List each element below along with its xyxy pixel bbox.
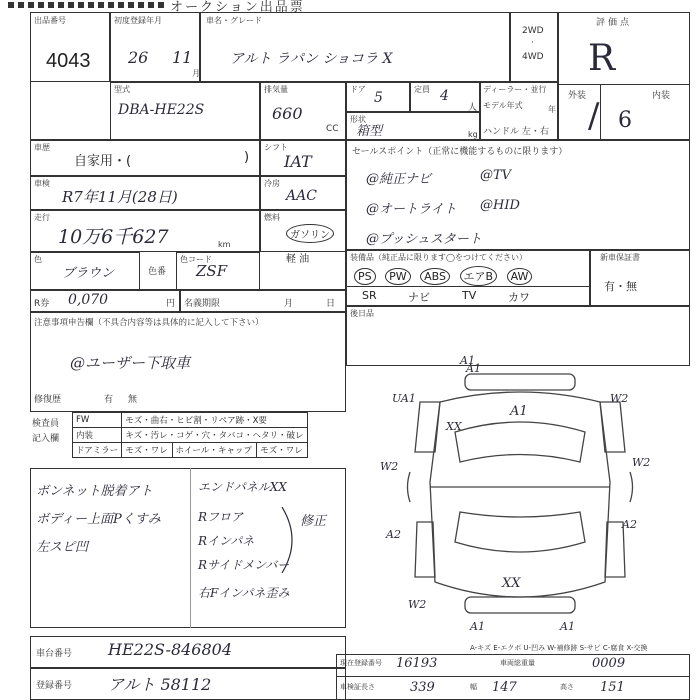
fuel-diesel: 軽 油 xyxy=(286,254,310,265)
usage-cell xyxy=(30,140,260,176)
equip-row-1: PS PW ABS エアB AW xyxy=(354,266,532,286)
damage-mark: XX xyxy=(446,420,462,433)
load-unit: kg xyxy=(468,130,478,139)
shift-label: シフト xyxy=(264,143,288,152)
month-unit: 月 xyxy=(192,69,200,78)
equip-leather: カワ xyxy=(508,291,530,304)
repair-bracket xyxy=(280,505,310,575)
exterior-label: 外装 xyxy=(568,91,587,101)
chassis-value: HE22S-846804 xyxy=(108,640,233,659)
header-title: オークション出品票 xyxy=(170,0,305,15)
repair-mark: 修正 xyxy=(300,514,327,529)
name-label: 車名・グレード xyxy=(206,16,262,25)
doors-label: ドア xyxy=(350,85,366,94)
shape-value: 箱型 xyxy=(356,124,383,139)
damage-mark: W2 xyxy=(632,456,651,469)
overall-grade: R xyxy=(588,38,616,79)
lot-number: 4043 xyxy=(46,50,91,72)
first-reg-label: 初度登録年月 xyxy=(114,16,162,25)
damage-mark: A1 xyxy=(510,404,528,419)
inspector-label: 検査員 xyxy=(32,419,60,429)
displacement-unit: CC xyxy=(326,124,339,134)
exterior-grade: / xyxy=(588,96,600,136)
auction-sheet: オークション出品票 出品番号 4043 初度登録年月 26 11 月 車名・グレード アルト ラパン ショコラ X 2WD · 4WD 評価点 R 外装 内装 / 6 型式 DBA-HE22S 排気量 660 CC ドア 5 定員 4 人 形状 箱型 kg ディーラー・並行 モデル年式 年 ハンドル 左・右 車歴 自家用・( ) シフト IAT 車検 R7年11月(28日) 冷房 AAC 走行 10万6千627 km 燃料 ガソリン 軽 油 色 ブラウン 色番 色コード ZSF セールスポイント（正常に機能するものに限ります） @純正ナビ @TV @オートライト @HID @プッシュスタート 装備品（純正品に限ります◯をつけてください） PS PW ABS エアB AW SR ナビ TV カワ 新車保証書 有・無 R券 0,070 円 名義期限 月 日 後日品 注意事項申告欄（不具合内容等は具体的に記入して下さい） @ユーザー下取車 修復歴 有 無 検査員 記入欄 FW モズ・曲右・ヒビ割・リペア跡・X要 内装 キズ・汚レ・コゲ・穴・タバコ・ヘタリ・破レ ドアミラー モズ・ワレ ホイール・キャップ モズ・ワレ ボンネット脱着アト ボディー上面Pくすみ 左スピ凹 エンドパネルXX Rフロア Rインパネ Rサイドメンバー 右Fインパネ歪み 修正 A1 A1 UA1 W2 XX A1 W2 W2 A2 A2 XX W2 A1 A1 A-キズ E-エクボ U-凹み W-補修跡 S-サビ C-腐食 X-交換 車台番号 HE22S-846804 登録番号 アルト 58112 現在登録番号 16193 車両総重量 0009 車検証長さ 339 幅 147 高さ 151 xyxy=(0,0,700,700)
model-code: DBA-HE22S xyxy=(118,102,205,118)
length-value: 339 xyxy=(410,680,435,695)
mileage-value: 10万6千627 xyxy=(58,226,169,248)
comment-right-5: 右Fインパネ歪み xyxy=(198,586,290,600)
drive-4wd: 4WD xyxy=(522,52,544,62)
comment-right-2: Rフロア xyxy=(198,510,244,524)
usage-value: 自家用・( xyxy=(74,154,132,169)
damage-mark: A1 xyxy=(470,620,485,633)
capacity-value: 4 xyxy=(440,88,449,104)
comment-right-3: Rインパネ xyxy=(198,534,255,548)
chassis-label: 車台番号 xyxy=(36,649,73,659)
drive-cell xyxy=(510,12,558,82)
usage-label: 車歴 xyxy=(34,143,50,152)
notes-value: @ユーザー下取車 xyxy=(70,354,191,372)
equip-tv: TV xyxy=(462,289,477,302)
damage-mark: W2 xyxy=(380,460,399,473)
inspector-label-2: 記入欄 xyxy=(32,434,60,444)
color-num-label: 色番 xyxy=(148,267,167,277)
damage-mark: A1 xyxy=(460,354,475,367)
comment-right-4: Rサイドメンバー xyxy=(198,558,290,572)
displacement-label: 排気量 xyxy=(264,85,288,94)
recycle-label: R券 xyxy=(34,299,50,309)
model-year-label: モデル年式 xyxy=(483,101,523,110)
lot-label: 出品番号 xyxy=(34,16,66,25)
dealer-label: ディーラー・並行 xyxy=(483,85,547,94)
length-label: 車検証長さ xyxy=(340,683,375,691)
width-label: 幅 xyxy=(470,683,477,691)
manual-value: 有・無 xyxy=(604,280,637,293)
model-year-unit: 年 xyxy=(548,105,556,114)
color-code-label: 色コード xyxy=(180,255,212,264)
registration-label: 登録番号 xyxy=(36,681,73,691)
damage-mark: A1 xyxy=(560,620,575,633)
car-name: アルト ラパン ショコラ X xyxy=(230,51,393,67)
model-label: 型式 xyxy=(114,85,130,94)
inspector-table: FW モズ・曲右・ヒビ割・リペア跡・X要 内装 キズ・汚レ・コゲ・穴・タバコ・ヘタリ・破レ ドアミラー モズ・ワレ ホイール・キャップ モズ・ワレ xyxy=(72,412,308,458)
equip-label: 装備品（純正品に限ります◯をつけてください） xyxy=(350,253,527,262)
sales-item-5: @プッシュスタート xyxy=(366,232,482,247)
color-label: 色 xyxy=(34,255,42,264)
shape-label: 形状 xyxy=(350,115,366,124)
comment-left-2: ボディー上面Pくすみ xyxy=(36,512,161,527)
later-cell xyxy=(346,306,690,366)
shift-value: IAT xyxy=(284,152,312,171)
capacity-unit: 人 xyxy=(468,103,478,113)
damage-mark: W2 xyxy=(408,598,427,611)
repair-label: 修復歴 xyxy=(34,395,62,405)
equip-sr: SR xyxy=(362,289,377,302)
width-value: 147 xyxy=(492,680,517,695)
repair-none: 無 xyxy=(128,395,138,405)
fuel-gasoline: ガソリン xyxy=(286,224,334,243)
doors-value: 5 xyxy=(374,90,383,106)
first-reg-month: 11 xyxy=(172,48,193,67)
sales-item-1: @純正ナビ xyxy=(366,172,432,187)
first-reg-year: 26 xyxy=(128,48,149,67)
expiry-label: 名義期限 xyxy=(184,299,221,309)
comment-left-1: ボンネット脱着アト xyxy=(36,484,153,499)
handle-label: ハンドル 左・右 xyxy=(483,127,549,137)
repair-yes: 有 xyxy=(104,395,114,405)
equip-navi: ナビ xyxy=(408,291,430,304)
comment-right-1: エンドパネルXX xyxy=(198,480,287,494)
color-value: ブラウン xyxy=(62,266,115,281)
height-value: 151 xyxy=(600,680,625,695)
height-label: 高さ xyxy=(560,683,574,691)
damage-mark: A2 xyxy=(622,518,637,531)
notes-label: 注意事項申告欄（不具合内容等は具体的に記入して下さい） xyxy=(34,318,264,328)
inspection-label: 車検 xyxy=(34,179,50,188)
damage-mark: A2 xyxy=(386,528,401,541)
recycle-value: 0,070 xyxy=(68,292,109,308)
sales-label: セールスポイント（正常に機能するものに限ります） xyxy=(352,147,568,157)
manual-label: 新車保証書 xyxy=(600,253,640,262)
fuel-label: 燃料 xyxy=(264,213,280,222)
current-reg-value: 16193 xyxy=(396,656,438,671)
car-diagram xyxy=(395,362,645,632)
mileage-unit: km xyxy=(218,240,231,249)
score-label: 評価点 xyxy=(596,18,633,28)
color-code: ZSF xyxy=(196,262,228,280)
damage-mark: XX xyxy=(502,576,521,591)
sales-item-3: @オートライト xyxy=(366,202,457,217)
drive-2wd: 2WD xyxy=(522,26,544,36)
interior-grade: 6 xyxy=(618,108,632,133)
weight-value: 0009 xyxy=(592,656,626,671)
ac-label: 冷房 xyxy=(264,179,280,188)
later-label: 後日品 xyxy=(350,309,374,318)
sales-item-2: @TV xyxy=(480,168,512,183)
weight-label: 車両総重量 xyxy=(500,659,535,667)
current-reg-label: 現在登録番号 xyxy=(340,659,382,667)
interior-label: 内装 xyxy=(652,91,671,101)
ac-value: AAC xyxy=(286,188,317,204)
recycle-unit: 円 xyxy=(166,299,176,309)
header-scan-bar xyxy=(8,2,168,8)
registration-value: アルト 58112 xyxy=(108,675,212,694)
sales-item-4: @HID xyxy=(480,198,520,213)
damage-legend: A-キズ E-エクボ U-凹み W-補修跡 S-サビ C-腐食 X-交換 xyxy=(470,644,648,652)
comment-left-3: 左スピ凹 xyxy=(36,540,89,555)
mileage-label: 走行 xyxy=(34,213,50,222)
inspection-value: R7年11月(28日) xyxy=(62,188,178,206)
displacement-value: 660 xyxy=(272,104,303,123)
damage-mark: UA1 xyxy=(392,392,416,405)
capacity-label: 定員 xyxy=(414,85,430,94)
damage-mark: W2 xyxy=(610,392,629,405)
damage-mark: A1 xyxy=(466,362,481,375)
